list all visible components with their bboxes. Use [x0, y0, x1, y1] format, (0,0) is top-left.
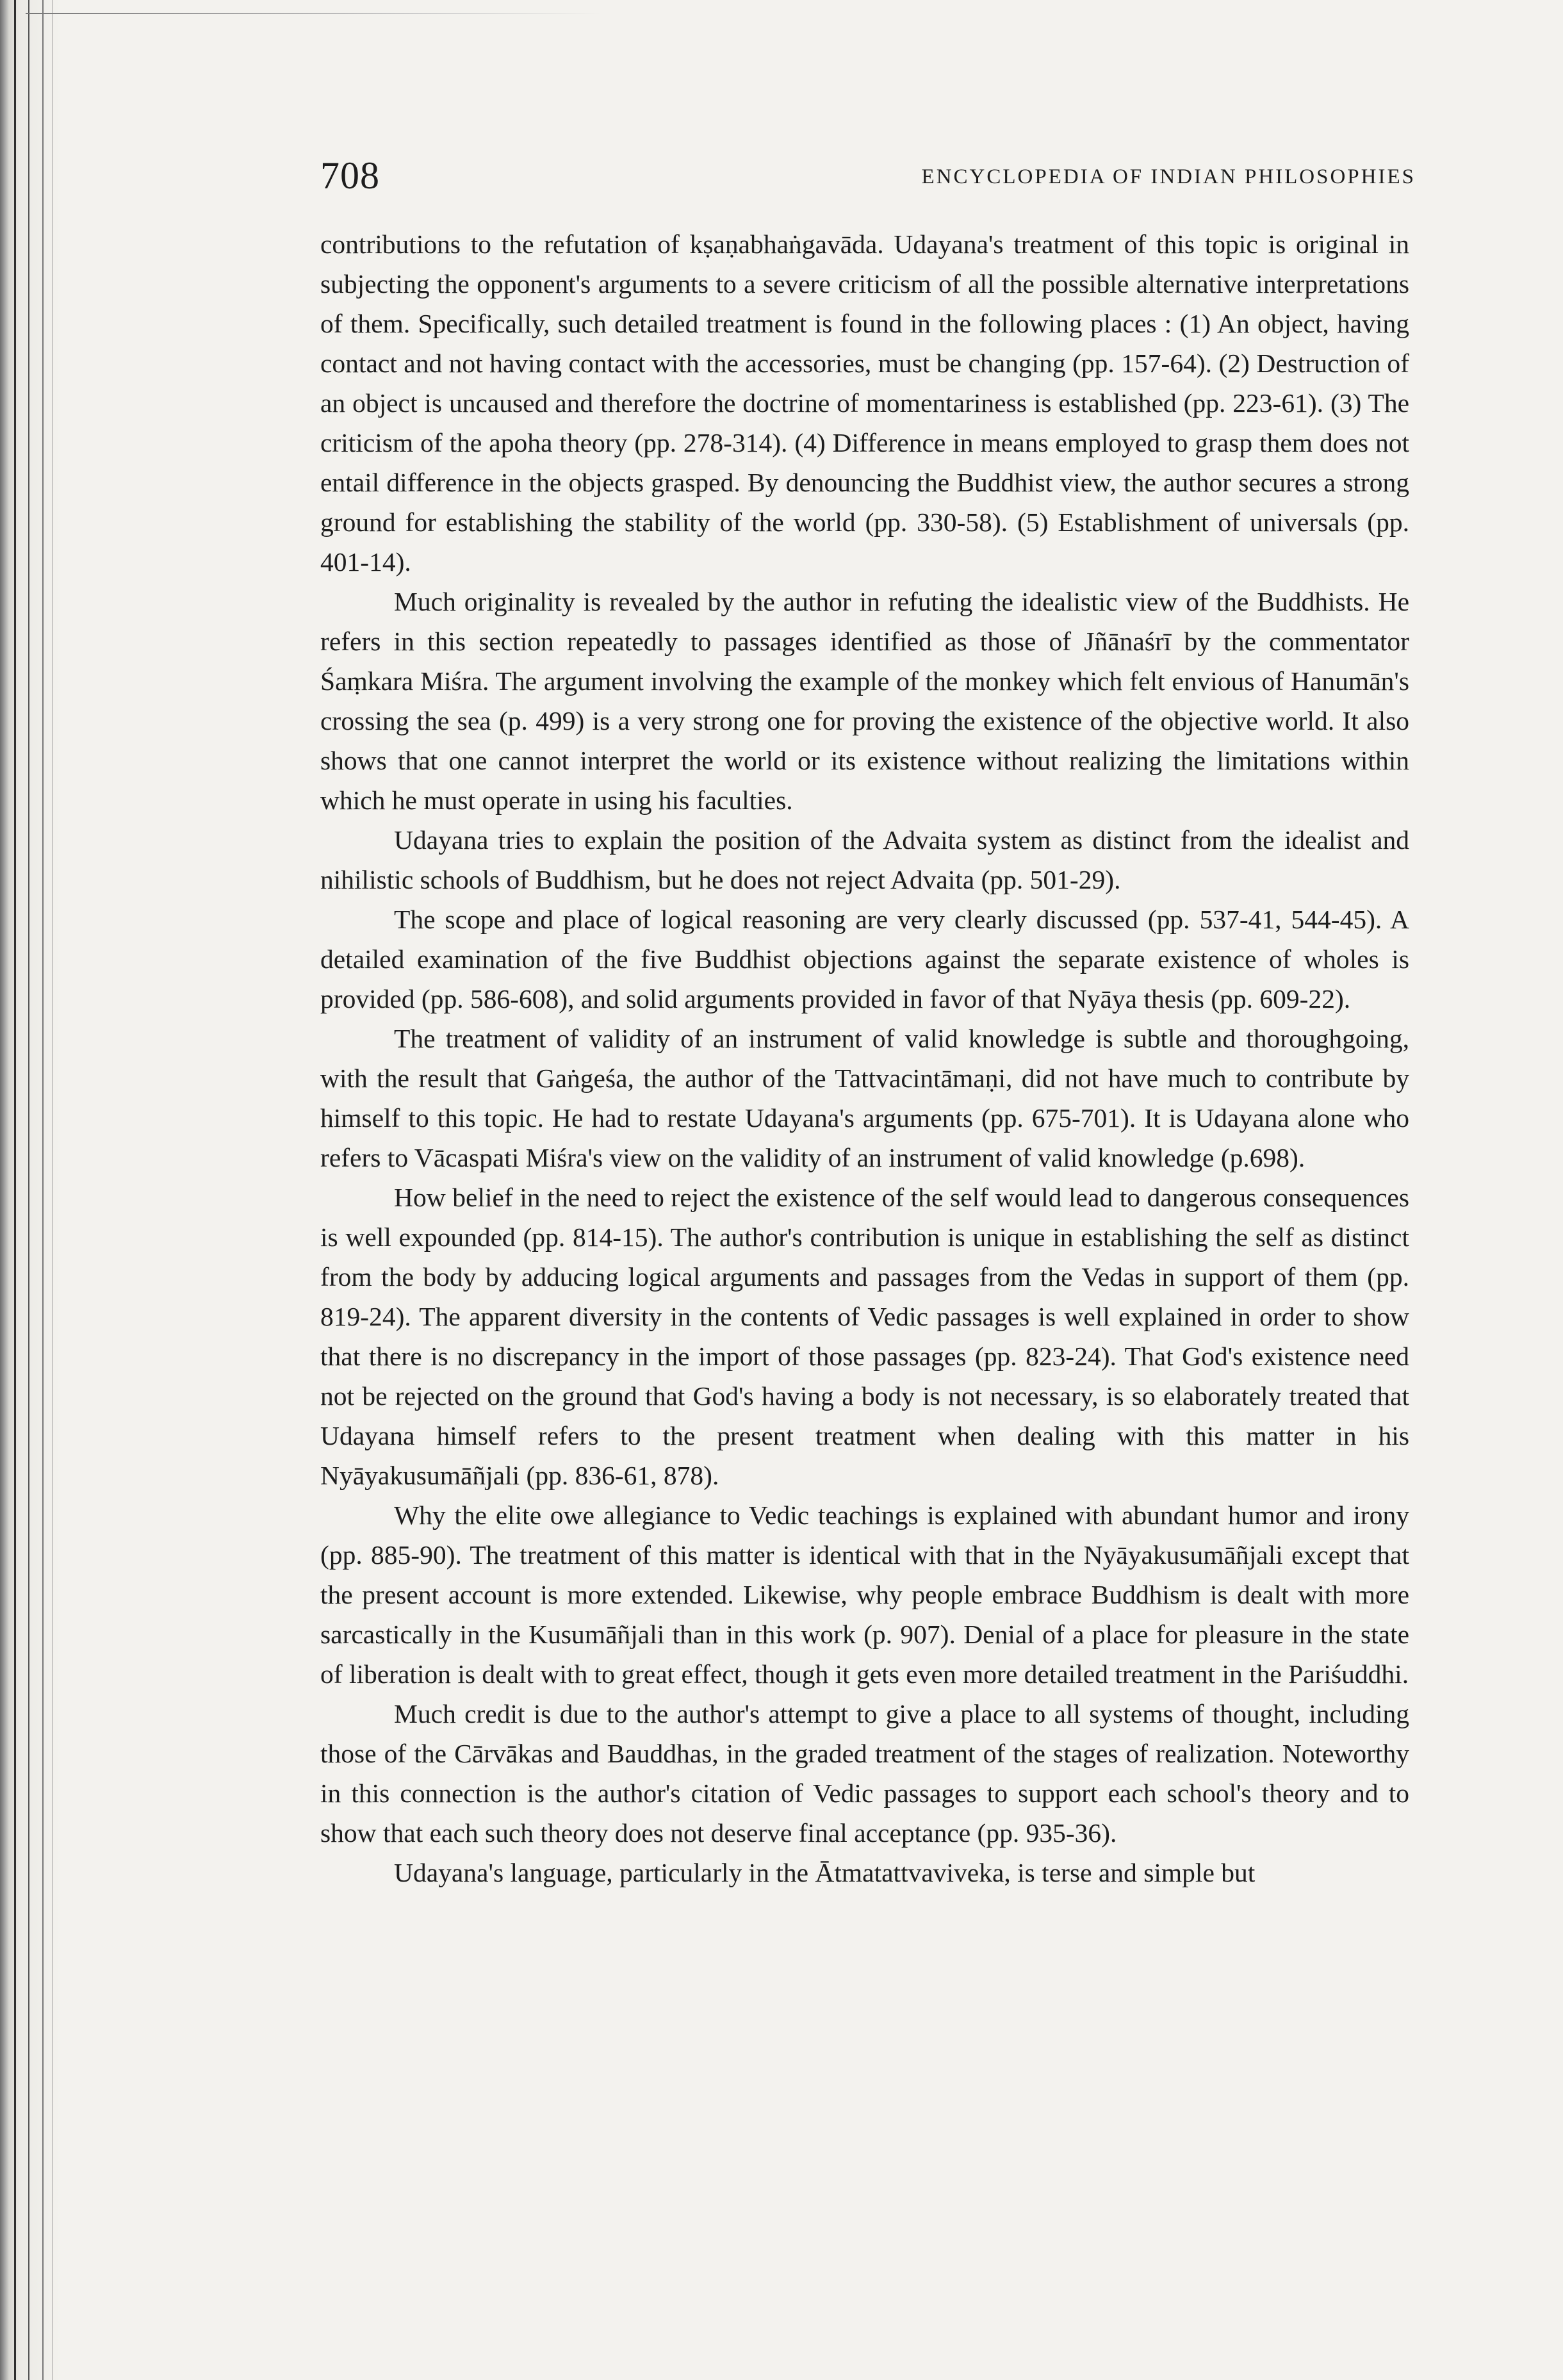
body-text [320, 224, 1409, 1892]
scan-edge-line [26, 13, 602, 14]
paragraph-6: How belief in the need to reject the existence of the self would lead to dangerous consequences is well expounded (pp. 814-15). The author's contribution is unique in establishing the self as distinct from the body by adducing logical arguments and passages from the Vedas in support of them (pp. 819-24). The apparent diversity in the contents of Vedic passages is well explained in order to show that there is no discrepancy in the import of those passages (pp. 823-24). That God's existence need not be rejected on the ground that God's having a body is not necessary, is so elaborately treated that Udayana himself refers to the present treatment when dealing with this matter in his Nyāyakusumāñjali (pp. 836-61, 878). [320, 1183, 1409, 1490]
paragraph-4: The scope and place of logical reasoning are very clearly discussed (pp. 537-41, 544-45). A detailed examination of the five Buddhist objections against the separate existence of wholes is provided (pp. 586-608), and solid arguments provided in favor of that Nyāya thesis (pp. 609-22). [320, 905, 1409, 1014]
paragraph-5: The treatment of validity of an instrument of valid knowledge is subtle and thoroughgoing, with the result that Gaṅgeśa, the author of the Tattvacintāmaṇi, did not have much to contribute by himself to this topic. He had to restate Udayana's arguments (pp. 675-701). It is Udayana alone who refers to Vācaspati Miśra's view on the validity of an instrument of valid knowledge (p.698). [320, 1024, 1409, 1172]
paragraph-9: Udayana's language, particularly in the Ātmatattvaviveka, is terse and simple but [394, 1858, 1256, 1887]
paragraph-8: Much credit is due to the author's attempt to give a place to all systems of thought, including those of the Cārvākas and Bauddhas, in the graded treatment of the stages of realization. Noteworthy in this connection is the author's citation of Vedic passages to support each school's theory and to show that each such theory does not deserve final acceptance (pp. 935-36). [320, 1699, 1409, 1848]
binding-line [42, 0, 44, 2380]
binding-line [14, 0, 16, 2380]
page-number: 708 [320, 154, 380, 197]
page-header [320, 154, 1416, 224]
running-head: ENCYCLOPEDIA OF INDIAN PHILOSOPHIES [921, 165, 1416, 188]
binding-edge [0, 0, 61, 2380]
paragraph-7: Why the elite owe allegiance to Vedic teachings is explained with abundant humor and irony (pp. 885-90). The treatment of this matter is identical with that in the Nyāyakusumāñjali except that the present account is more extended. Likewise, why people embrace Buddhism is dealt with more sarcastically in the Kusumāñjali than in this work (p. 907). Denial of a place for pleasure in the state of liberation is dealt with to great effect, though it gets even more detailed treatment in the Pariśuddhi. [320, 1500, 1409, 1689]
paragraph-1: contributions to the refutation of kṣaṇabhaṅgavāda. Udayana's treatment of this topic is original in subjecting the opponent's arguments to a severe criticism of all the possible alternative interpretations of them. Specifically, such detailed treatment is found in the following places : (1) An object, having contact and not having contact with the accessories, must be changing (pp. 157-64). (2) Destruction of an object is uncaused and therefore the doctrine of momentariness is established (pp. 223-61). (3) The criticism of the apoha theory (pp. 278-314). (4) Difference in means employed to grasp them does not entail difference in the objects grasped. By denouncing the Buddhist view, the author secures a strong ground for establishing the stability of the world (pp. 330-58). (5) Establishment of universals (pp. 401-14). [320, 229, 1409, 577]
paragraph-2: Much originality is revealed by the author in refuting the idealistic view of the Buddhists. He refers in this section repeatedly to passages identified as those of Jñānaśrī by the commentator Śaṃkara Miśra. The argument involving the example of the monkey which felt envious of Hanumān's crossing the sea (p. 499) is a very strong one for proving the existence of the objective world. It also shows that one cannot interpret the world or its existence without realizing the limitations within which he must operate in using his faculties. [320, 587, 1409, 815]
binding-line [28, 0, 29, 2380]
paragraph-3: Udayana tries to explain the position of the Advaita system as distinct from the idealist and nihilistic schools of Buddhism, but he does not reject Advaita (pp. 501-29). [320, 825, 1409, 894]
book-page [320, 154, 1416, 1887]
